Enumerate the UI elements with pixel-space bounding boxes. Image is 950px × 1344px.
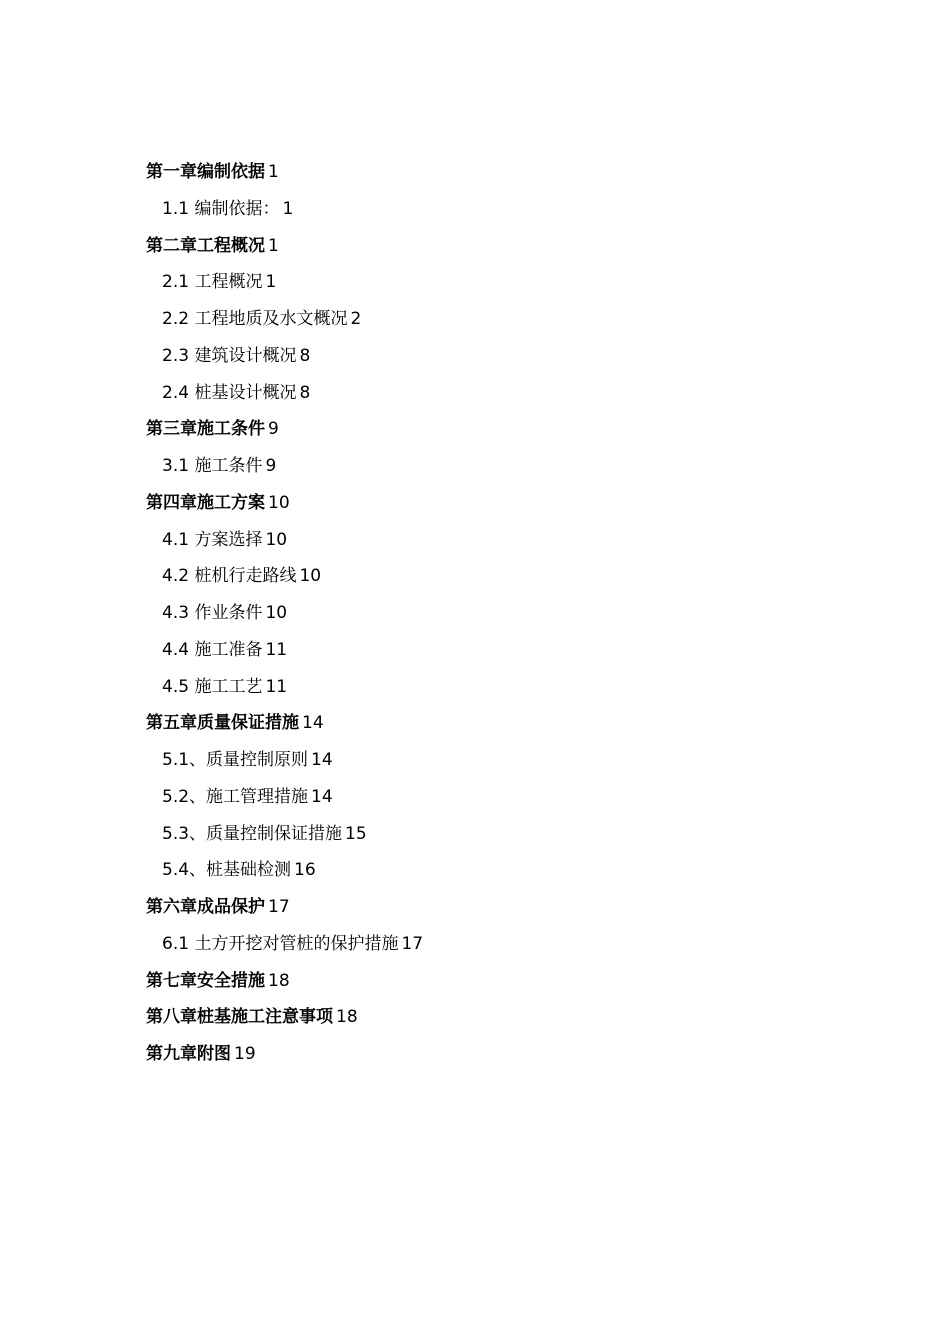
toc-entry-title: 1.1 编制依据： — [162, 198, 280, 219]
toc-section-4-3[interactable] — [146, 595, 866, 632]
toc-page-number: 9 — [265, 456, 277, 476]
toc-entry-title: 5.3、质量控制保证措施 — [162, 823, 343, 844]
toc-entry-title: 第五章质量保证措施 — [146, 713, 299, 734]
toc-entry-title: 第二章工程概况 — [146, 235, 265, 256]
toc-page-number: 1 — [282, 198, 294, 219]
toc-section-5-2[interactable] — [146, 779, 866, 816]
toc-page-number: 11 — [265, 676, 288, 697]
toc-chapter-4[interactable] — [146, 485, 866, 522]
toc-entry-title: 第四章施工方案 — [146, 492, 265, 513]
toc-page-number: 14 — [302, 713, 324, 734]
toc-entry-title: 5.2、施工管理措施 — [162, 786, 309, 807]
toc-section-2-3[interactable] — [146, 338, 866, 375]
toc-entry-title: 2.2 工程地质及水文概况 — [162, 309, 348, 329]
toc-page-number: 14 — [311, 786, 333, 807]
toc-page-number: 10 — [265, 603, 288, 623]
toc-entry-title: 第九章附图 — [146, 1044, 231, 1064]
toc-entry-title: 第六章成品保护 — [146, 897, 265, 917]
toc-entry-title: 6.1 土方开挖对管桩的保护措施 — [162, 933, 399, 954]
toc-entry-title: 2.4 桩基设计概况 — [162, 382, 297, 403]
toc-section-4-5[interactable] — [146, 669, 866, 706]
toc-entry-title: 2.3 建筑设计概况 — [162, 345, 297, 366]
toc-entry-title: 4.3 作业条件 — [162, 603, 263, 623]
toc-entry-title: 第七章安全措施 — [146, 970, 265, 991]
toc-page-number: 1 — [268, 235, 279, 256]
toc-section-5-1[interactable] — [146, 742, 866, 779]
toc-chapter-7[interactable] — [146, 963, 866, 1000]
toc-section-5-4[interactable] — [146, 852, 866, 889]
toc-page-number: 18 — [336, 1007, 358, 1028]
toc-entry-title: 4.5 施工工艺 — [162, 676, 263, 697]
toc-section-1-1[interactable] — [146, 191, 866, 228]
toc-section-5-3[interactable] — [146, 816, 866, 853]
toc-page-number: 19 — [234, 1044, 256, 1064]
toc-section-4-1[interactable] — [146, 522, 866, 559]
toc-section-2-2[interactable] — [146, 301, 866, 338]
toc-page-number: 10 — [265, 529, 288, 550]
toc-page-number: 11 — [265, 639, 288, 660]
toc-entry-title: 4.4 施工准备 — [162, 639, 263, 660]
toc-section-4-4[interactable] — [146, 632, 866, 669]
toc-entry-title: 5.4、桩基础检测 — [162, 860, 292, 881]
toc-entry-title: 5.1、质量控制原则 — [162, 750, 309, 770]
toc-page-number: 2 — [350, 309, 362, 329]
toc-page-number: 18 — [268, 970, 290, 991]
toc-chapter-8[interactable] — [146, 999, 866, 1036]
toc-page-number: 10 — [299, 566, 322, 587]
toc-section-2-1[interactable] — [146, 264, 866, 301]
toc-page-number: 1 — [268, 162, 279, 182]
toc-page-number: 17 — [401, 933, 424, 954]
table-of-contents — [146, 154, 866, 1073]
toc-page-number: 1 — [265, 272, 277, 293]
toc-chapter-2[interactable] — [146, 228, 866, 265]
toc-entry-title: 第三章施工条件 — [146, 419, 265, 440]
toc-page-number: 9 — [268, 419, 279, 440]
toc-page-number: 10 — [268, 492, 290, 513]
toc-entry-title: 2.1 工程概况 — [162, 272, 263, 293]
toc-entry-title: 第一章编制依据 — [146, 162, 265, 182]
toc-page-number: 14 — [311, 750, 333, 770]
toc-chapter-3[interactable] — [146, 411, 866, 448]
toc-page-number: 15 — [345, 823, 367, 844]
toc-entry-title: 第八章桩基施工注意事项 — [146, 1007, 333, 1028]
toc-chapter-9[interactable] — [146, 1036, 866, 1073]
toc-chapter-5[interactable] — [146, 705, 866, 742]
toc-section-6-1[interactable] — [146, 926, 866, 963]
toc-chapter-1[interactable] — [146, 154, 866, 191]
toc-entry-title: 4.1 方案选择 — [162, 529, 263, 550]
toc-section-4-2[interactable] — [146, 558, 866, 595]
toc-entry-title: 4.2 桩机行走路线 — [162, 566, 297, 587]
toc-page-number: 16 — [294, 860, 316, 881]
toc-page-number: 8 — [299, 382, 311, 403]
toc-page-number: 17 — [268, 897, 290, 917]
toc-section-2-4[interactable] — [146, 375, 866, 412]
toc-page-number: 8 — [299, 345, 311, 366]
toc-section-3-1[interactable] — [146, 448, 866, 485]
toc-chapter-6[interactable] — [146, 889, 866, 926]
toc-entry-title: 3.1 施工条件 — [162, 456, 263, 476]
